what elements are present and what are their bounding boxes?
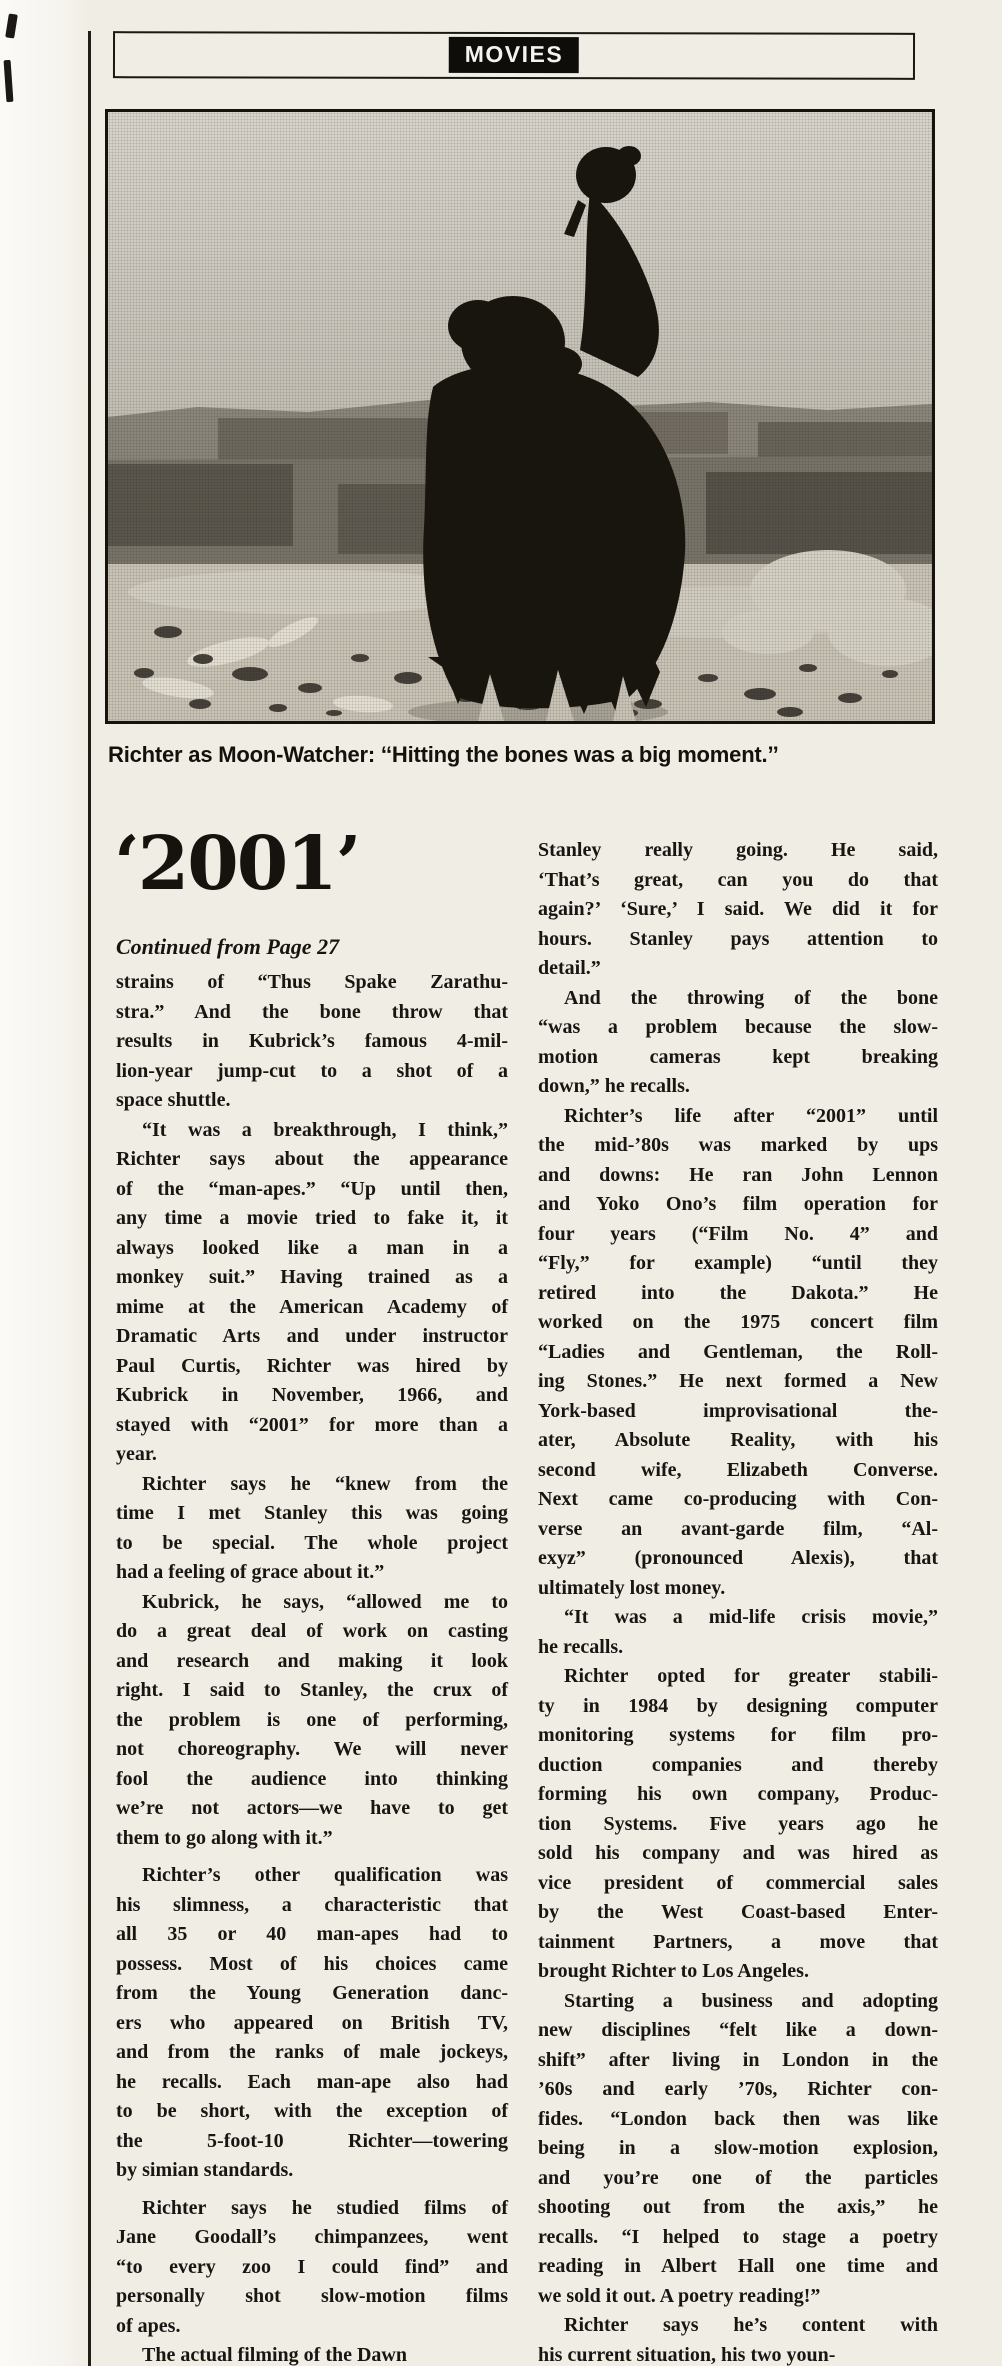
body-line: duction companies and thereby — [538, 1753, 938, 1776]
body-line: ultimately lost money. — [538, 1576, 726, 1599]
body-line: And the throwing of the bone — [564, 986, 938, 1009]
body-line: vice president of commercial sales — [538, 1871, 938, 1894]
paragraph — [116, 1861, 508, 2186]
body-line: recalls. “I helped to stage a poetry — [538, 2225, 938, 2248]
article-column-left — [116, 968, 508, 2366]
body-line: strains of “Thus Spake Zarathu- — [116, 971, 508, 993]
paragraph — [116, 1588, 508, 1854]
body-line: we’re not actors—we have to get — [116, 1797, 508, 1819]
body-line: them to go along with it.” — [116, 1826, 333, 1849]
body-line: stayed with “2001” for more than a — [116, 1413, 508, 1436]
paragraph — [116, 1470, 508, 1588]
body-line: forming his own company, Produc- — [538, 1783, 938, 1805]
article-headline: ‘2001’ — [114, 821, 360, 907]
paragraph — [538, 1987, 938, 2312]
paragraph — [538, 984, 938, 1102]
body-line: and research and making it look — [116, 1649, 508, 1672]
body-line: tainment Partners, a move that — [538, 1930, 938, 1953]
body-line: detail.” — [538, 957, 601, 979]
body-line: monkey suit.” Having trained as a — [116, 1266, 508, 1288]
body-line: Richter opted for greater stabili- — [564, 1665, 938, 1687]
body-line: shooting out from the axis,” he — [538, 2196, 938, 2218]
body-line: retired into the Dakota.” He — [538, 1281, 938, 1304]
body-line: Starting a business and adopting — [564, 1989, 938, 2012]
body-line: “Ladies and Gentleman, the Roll- — [538, 1340, 938, 1363]
body-line: to be short, with the exception of — [116, 2100, 508, 2122]
body-line: ing Stones.” He next formed a New — [538, 1370, 938, 1392]
body-line: from the Young Generation danc- — [116, 1982, 508, 2004]
body-line: Paul Curtis, Richter was hired by — [116, 1354, 508, 1377]
body-line: Richter says about the appearance — [116, 1148, 508, 1170]
body-line: shift” after living in London in the — [538, 2048, 938, 2071]
body-line: space shuttle. — [116, 1089, 231, 1111]
paragraph — [116, 968, 508, 1116]
body-line: new disciplines “felt like a down- — [538, 2019, 938, 2041]
body-line: Richter says he studied films of — [142, 2196, 508, 2219]
column-rule — [88, 31, 91, 2366]
body-line: Next came co-producing with Con- — [538, 1488, 938, 1510]
body-line: ’60s and early ’70s, Richter con- — [538, 2078, 938, 2100]
body-line: the mid-’80s was marked by ups — [538, 1134, 938, 1156]
body-line: stra.” And the bone throw that — [116, 1000, 508, 1023]
body-line: we sold it out. A poetry reading!” — [538, 2284, 821, 2307]
body-line: always looked like a man in a — [116, 1236, 508, 1259]
body-line: by simian standards. — [116, 2159, 294, 2181]
page-left-margin — [0, 0, 88, 2366]
body-line: mime at the American Academy of — [116, 1295, 508, 1318]
body-line: right. I said to Stanley, the crux of — [116, 1679, 508, 1701]
body-line: Dramatic Arts and under instructor — [116, 1325, 508, 1347]
body-line: he recalls. Each man-ape also had — [116, 2070, 508, 2093]
body-line: Richter’s other qualification was — [142, 1864, 508, 1886]
body-line: to be special. The whole project — [116, 1531, 508, 1554]
paragraph — [538, 836, 938, 984]
body-line: Richter says he “knew from the — [142, 1472, 508, 1495]
body-line: Jane Goodall’s chimpanzees, went — [116, 2226, 508, 2248]
body-line: not choreography. We will never — [116, 1738, 508, 1760]
section-label: MOVIES — [449, 37, 580, 73]
body-line: down,” he recalls. — [538, 1075, 690, 1097]
body-line: lion-year jump-cut to a shot of a — [116, 1059, 508, 1082]
body-line: and you’re one of the particles — [538, 2166, 938, 2189]
body-line: York-based improvisational the- — [538, 1399, 938, 1422]
paragraph — [538, 1662, 938, 1987]
body-line: sold his company and was hired as — [538, 1842, 938, 1864]
continued-from-line: Continued from Page 27 — [116, 934, 340, 959]
body-line: by the West Coast-based Enter- — [538, 1901, 938, 1923]
paragraph — [538, 2311, 938, 2366]
body-line: Kubrick in November, 1966, and — [116, 1384, 508, 1406]
body-line: Richter says he’s content with — [564, 2314, 938, 2336]
body-line: worked on the 1975 concert film — [538, 1311, 938, 1333]
paragraph — [116, 2341, 508, 2366]
body-line: he recalls. — [538, 1635, 624, 1658]
body-line: possess. Most of his choices came — [116, 1952, 508, 1975]
body-line: hours. Stanley pays attention to — [538, 927, 938, 950]
body-line: do a great deal of work on casting — [116, 1620, 508, 1642]
body-line: fides. “London back then was like — [538, 2107, 938, 2130]
body-line: of the “man-apes.” “Up until then, — [116, 1177, 508, 1200]
body-line: his current situation, his two youn- — [538, 2343, 836, 2366]
paragraph — [538, 1102, 938, 1604]
body-line: ers who appeared on British TV, — [116, 2011, 508, 2034]
body-line: “It was a mid-life crisis movie,” — [564, 1606, 938, 1628]
body-line: monitoring systems for film pro- — [538, 1724, 938, 1746]
body-line: motion cameras kept breaking — [538, 1045, 938, 1068]
article-column-right — [538, 836, 938, 2366]
photo-illustration — [108, 112, 932, 721]
body-line: again?’ ‘Sure,’ I said. We did it for — [538, 898, 938, 920]
body-line: time I met Stanley this was going — [116, 1502, 508, 1524]
body-line: had a feeling of grace about it.” — [116, 1561, 385, 1583]
body-line: the 5-foot-10 Richter—towering — [116, 2129, 508, 2152]
body-line: verse an avant-garde film, “Al- — [538, 1517, 938, 1540]
paragraph — [116, 2194, 508, 2342]
body-line: ‘That’s great, can you do that — [538, 868, 938, 891]
body-line: “was a problem because the slow- — [538, 1016, 938, 1038]
photo-frame — [105, 109, 935, 724]
body-line: Stanley really going. He said, — [538, 839, 938, 861]
photo-caption: Richter as Moon-Watcher: ‘‘Hitting the bones was a big moment.’’ — [108, 742, 779, 767]
body-line: and downs: He ran John Lennon — [538, 1163, 938, 1186]
body-line: The actual filming of the Dawn — [142, 2344, 407, 2366]
body-line: second wife, Elizabeth Converse. — [538, 1458, 938, 1481]
section-header-box — [113, 31, 915, 80]
body-line: results in Kubrick’s famous 4-mil- — [116, 1030, 508, 1052]
body-line: reading in Albert Hall one time and — [538, 2255, 938, 2277]
body-line: and Yoko Ono’s film operation for — [538, 1193, 938, 1215]
body-line: tion Systems. Five years ago he — [538, 1812, 938, 1835]
body-line: “It was a breakthrough, I think,” — [142, 1118, 508, 1141]
body-line: year. — [116, 1443, 157, 1465]
body-line: any time a movie tried to fake it, it — [116, 1207, 508, 1229]
body-line: all 35 or 40 man-apes had to — [116, 1923, 508, 1945]
body-line: ty in 1984 by designing computer — [538, 1694, 938, 1717]
body-line: four years (“Film No. 4” and — [538, 1222, 938, 1245]
body-line: ater, Absolute Reality, with his — [538, 1429, 938, 1451]
body-line: his slimness, a characteristic that — [116, 1893, 508, 1916]
body-line: being in a slow-motion explosion, — [538, 2137, 938, 2159]
body-line: Kubrick, he says, “allowed me to — [142, 1590, 508, 1613]
body-line: Richter’s life after “2001” until — [564, 1104, 938, 1127]
paragraph — [116, 1116, 508, 1470]
body-line: fool the audience into thinking — [116, 1767, 508, 1790]
body-line: “Fly,” for example) “until they — [538, 1252, 938, 1274]
paragraph — [538, 1603, 938, 1662]
body-line: personally shot slow-motion films — [116, 2285, 508, 2307]
body-line: exyz” (pronounced Alexis), that — [538, 1547, 938, 1569]
body-line: and from the ranks of male jockeys, — [116, 2041, 508, 2063]
body-line: of apes. — [116, 2314, 181, 2337]
body-line: the problem is one of performing, — [116, 1708, 508, 1731]
body-line: “to every zoo I could find” and — [116, 2255, 508, 2278]
body-line: brought Richter to Los Angeles. — [538, 1960, 809, 1982]
